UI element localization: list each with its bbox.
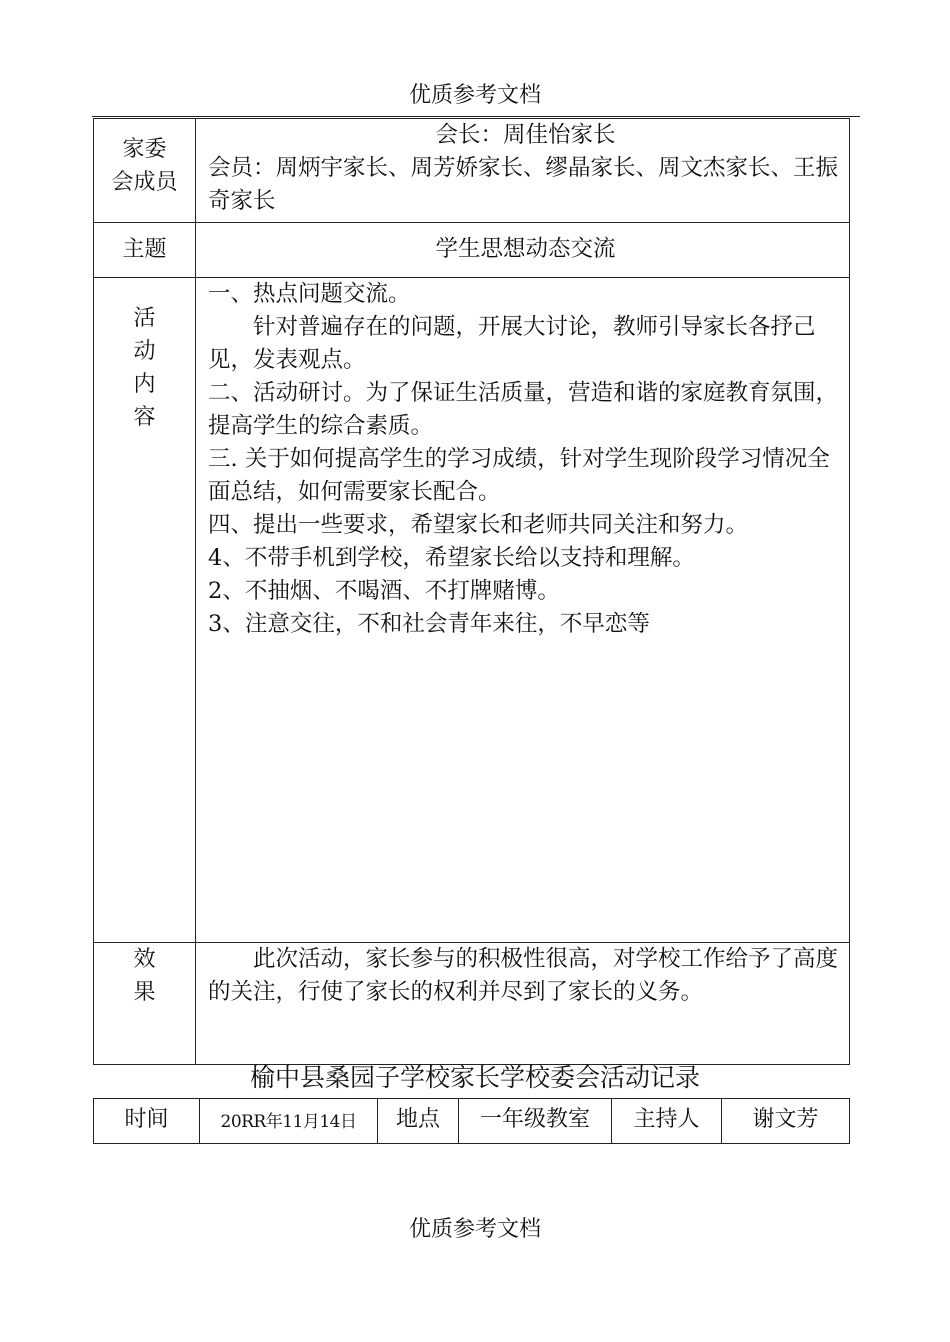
info-table (93, 1098, 850, 1144)
activity-line: 4、不带手机到学校，希望家长给以支持和理解。 (208, 545, 695, 571)
info-row (94, 1099, 850, 1144)
effect-label-cell (94, 943, 196, 1065)
time-label: 时间 (94, 1099, 200, 1144)
activity-line: 针对普遍存在的问题，开展大讨论，教师引导家长各抒己见，发表观点。 (208, 314, 816, 373)
activity-label-char: 活 (133, 306, 156, 331)
host-label: 主持人 (612, 1099, 722, 1144)
effect-text: 此次活动，家长参与的积极性很高，对学校工作给予了高度的关注，行使了家长的权利并尽到了家长的义务。 (208, 946, 839, 1005)
activity-label-char: 内 (133, 372, 156, 397)
effect-content-cell (196, 943, 850, 1065)
activity-label-char: 动 (133, 339, 156, 364)
activity-label-char: 容 (133, 405, 156, 430)
activity-row (94, 278, 850, 943)
committee-label-line2: 会成员 (111, 170, 178, 195)
activity-line: 3、注意交往，不和社会青年来往，不早恋等 (208, 611, 650, 637)
activity-line: 四、提出一些要求，希望家长和老师共同关注和努力。 (208, 512, 749, 538)
committee-label-line1: 家委 (122, 137, 167, 162)
theme-value-cell (196, 223, 850, 278)
committee-members: 会员：周炳宇家长、周芳娇家长、缪晶家长、周文杰家长、王振奇家长 (208, 155, 839, 214)
committee-value-cell (196, 119, 850, 223)
committee-president: 会长：周佳怡家长 (435, 122, 616, 148)
activity-record-table (93, 118, 850, 1065)
theme-label-cell (94, 223, 196, 278)
activity-content-cell (196, 278, 850, 943)
page-footer: 优质参考文档 (408, 1217, 541, 1242)
effect-label-char: 果 (133, 980, 156, 1005)
page-header: 优质参考文档 (408, 83, 541, 108)
activity-line: 一、热点问题交流。 (208, 281, 411, 307)
effect-row (94, 943, 850, 1065)
effect-label-char: 效 (133, 947, 156, 972)
place-label: 地点 (378, 1099, 459, 1144)
time-value: 20RR年11月14日 (200, 1099, 378, 1144)
place-value: 一年级教室 (459, 1099, 612, 1144)
theme-row (94, 223, 850, 278)
record-title: 榆中县桑园子学校家长学校委会活动记录 (249, 1063, 700, 1092)
activity-line: 二、活动研讨。为了保证生活质量，营造和谐的家庭教育氛围，提高学生的综合素质。 (208, 380, 839, 439)
activity-line: 2、不抽烟、不喝酒、不打牌赌博。 (208, 578, 560, 604)
host-value: 谢文芳 (722, 1099, 850, 1144)
theme-value: 学生思想动态交流 (435, 236, 616, 262)
theme-label: 主题 (122, 237, 167, 262)
activity-line: 三. 关于如何提高学生的学习成绩，针对学生现阶段学习情况全面总结，如何需要家长配合。 (208, 446, 830, 505)
committee-label-cell (94, 119, 196, 223)
activity-label-cell (94, 278, 196, 943)
header-divider (92, 116, 860, 117)
committee-row (94, 119, 850, 223)
